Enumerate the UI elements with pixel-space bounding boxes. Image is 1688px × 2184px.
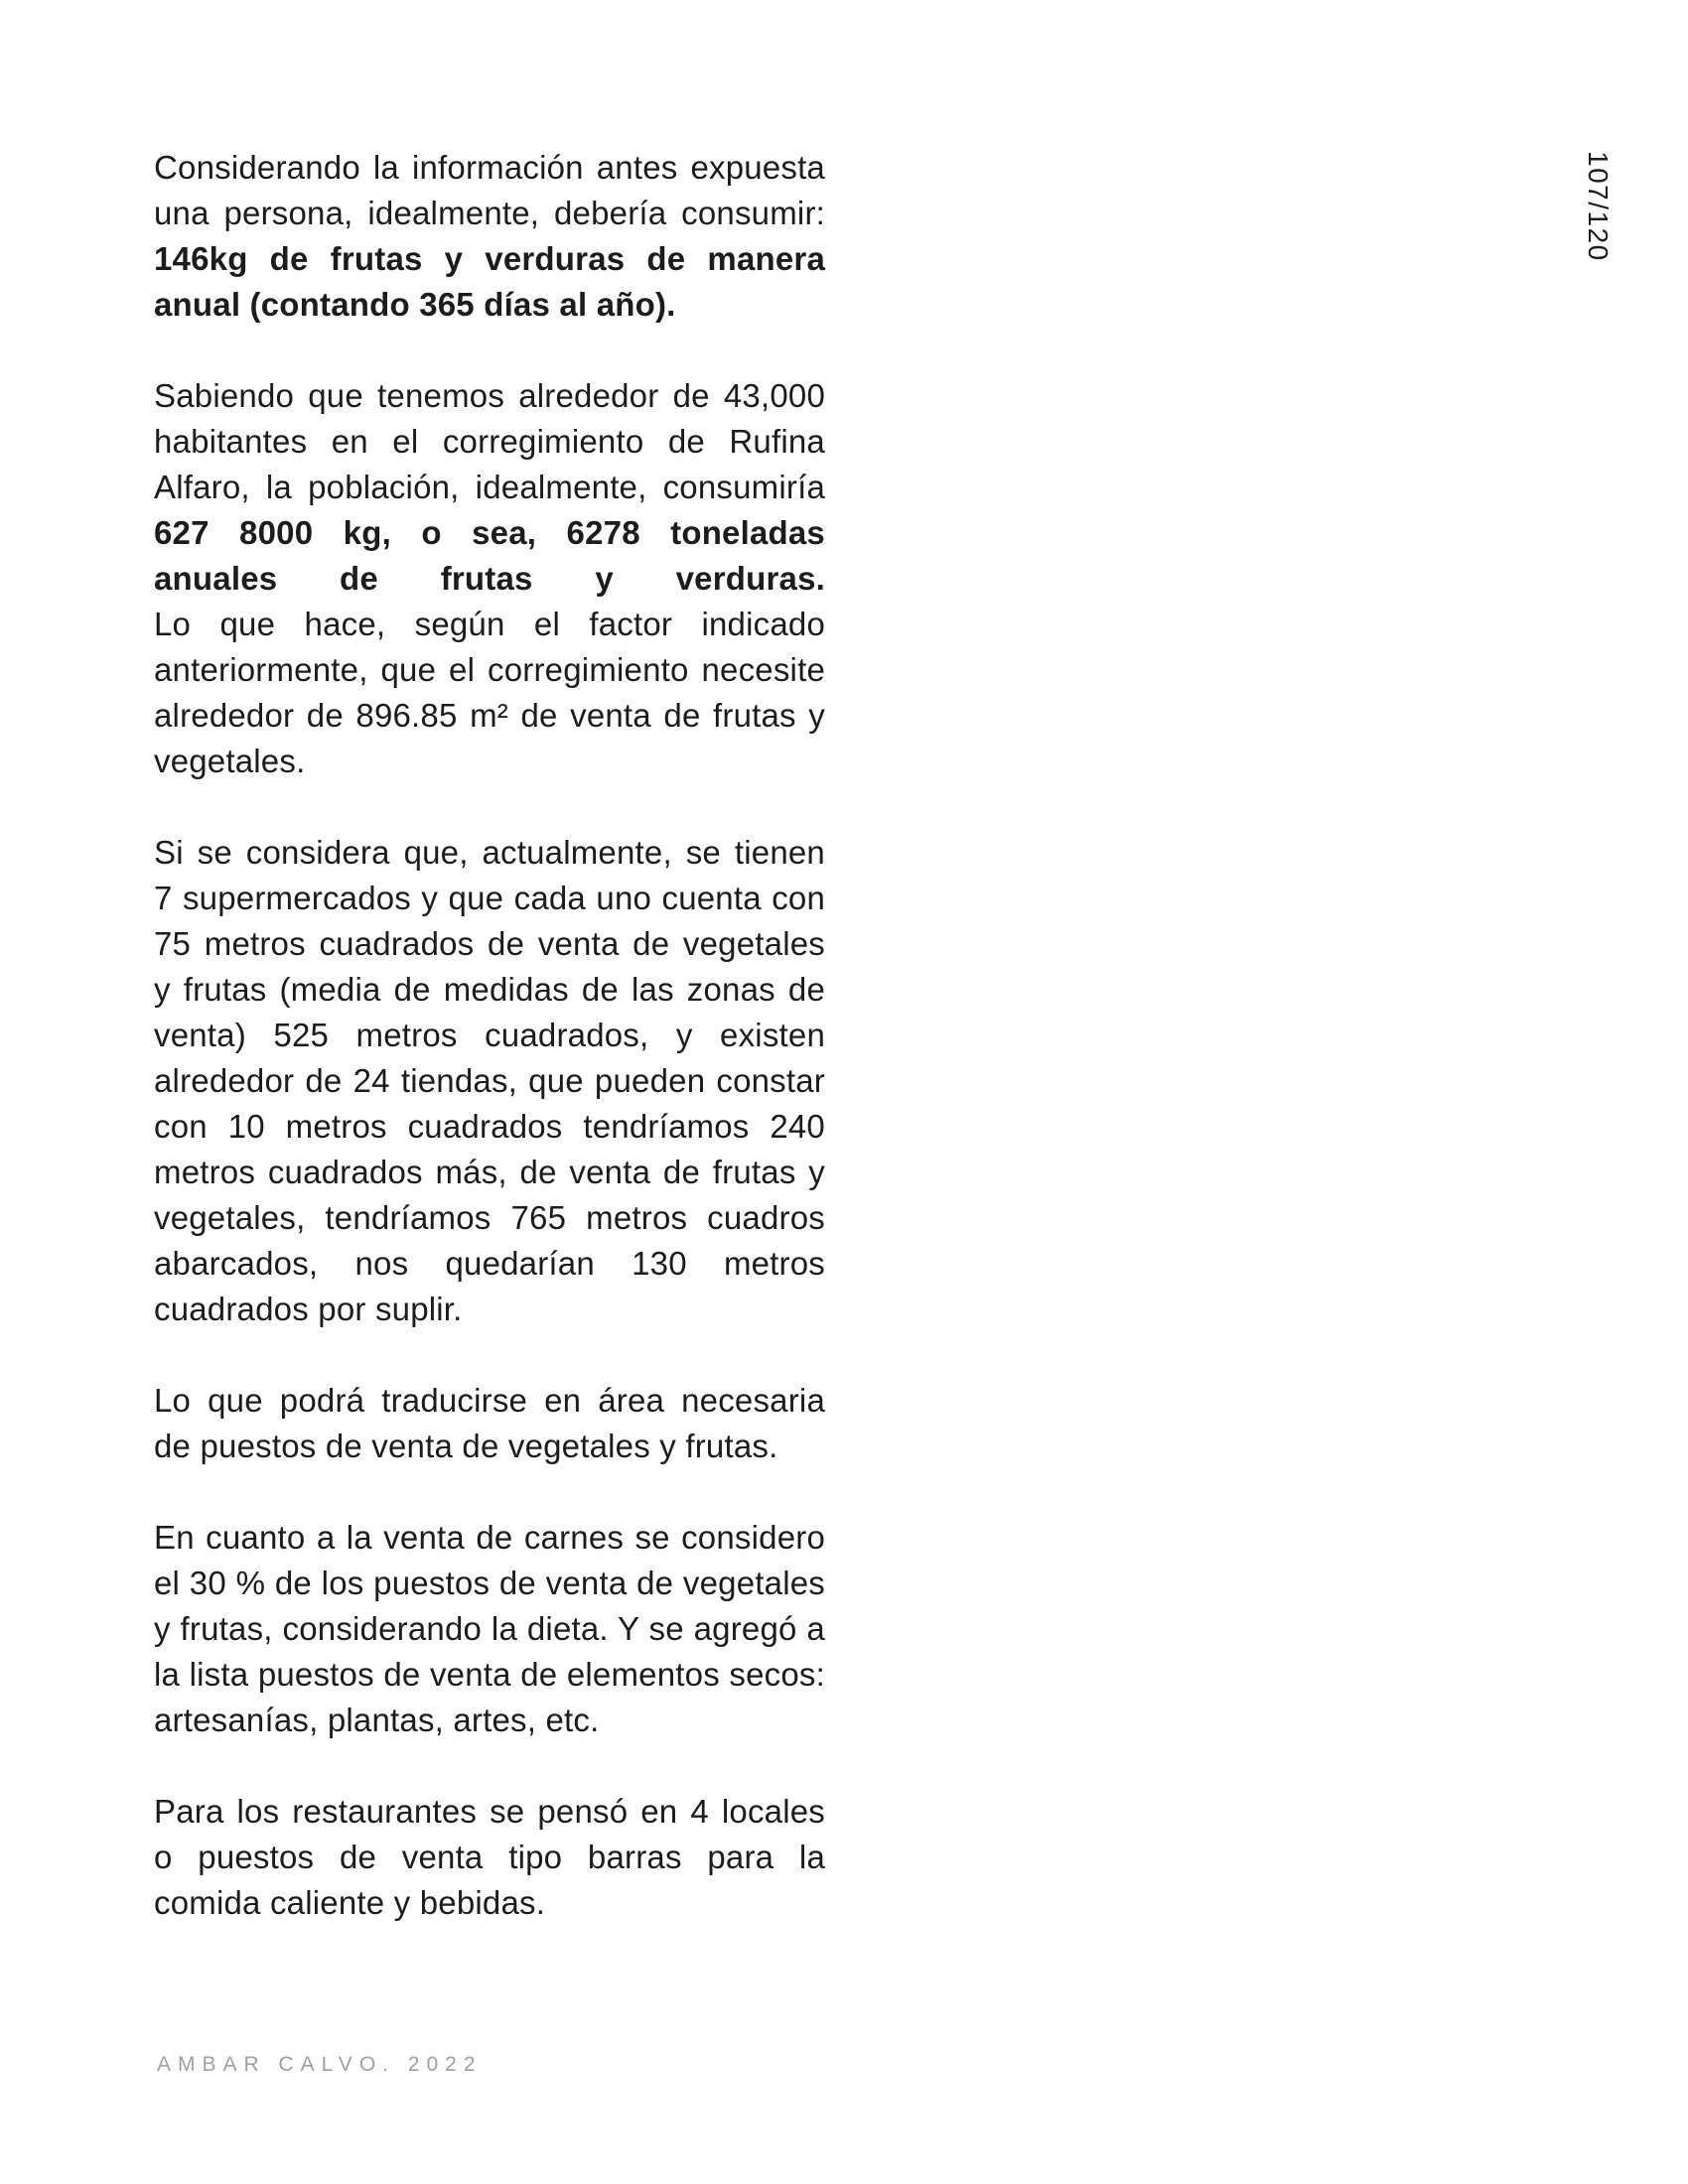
paragraph-restaurants bbox=[154, 1789, 825, 1926]
text-run: Si se considera que, actualmente, se tienen 7 supermercados y que cada uno cuenta con 75 metros cuadrados de venta de vegetales y frutas (media de medidas de las zonas de venta) 525 metros cuadrados, y existen alrededor de 24 tiendas, que pueden constar con 10 metros cuadrados tendríamos 240 metros cuadrados más, de venta de frutas y vegetales, tendríamos 765 metros cuadros abarcados, nos quedarían 130 metros cuadrados por suplir. bbox=[154, 834, 825, 1327]
bold-run-annual-intake: 146kg de frutas y verduras de manera anual (contando 365 días al año). bbox=[154, 240, 825, 323]
text-run: Lo que podrá traducirse en área necesaria de puestos de venta de vegetales y frutas. bbox=[154, 1382, 825, 1464]
text-run: Sabiendo que tenemos alrededor de 43,000 habitantes en el corregimiento de Rufina Alfaro, la población, idealmente, consumiría bbox=[154, 377, 825, 505]
paragraph-stalls-area-translation bbox=[154, 1378, 825, 1469]
page-number: 107/120 bbox=[1583, 151, 1614, 262]
text-run: En cuanto a la venta de carnes se considero el 30 % de los puestos de venta de vegetales y frutas, considerando la dieta. Y se agregó a la lista puestos de venta de elementos secos: artesanías, plantas, artes, etc. bbox=[154, 1519, 825, 1738]
paragraph-supermarkets-calculation bbox=[154, 830, 825, 1332]
text-run: Lo que hace, según el factor indicado anteriormente, que el corregimiento necesite alrededor de 896.85 m² de venta de frutas y vegetales. bbox=[154, 606, 825, 779]
paragraph-area-requirement bbox=[154, 602, 825, 784]
document-body bbox=[154, 145, 825, 1972]
paragraph-population-consumption bbox=[154, 373, 825, 602]
paragraph-intake-recommendation bbox=[154, 145, 825, 328]
bold-run-total-tonnage: 627 8000 kg, o sea, 6278 toneladas anuales de frutas y verduras. bbox=[154, 514, 825, 597]
text-run: Para los restaurantes se pensó en 4 locales o puestos de venta tipo barras para la comida caliente y bebidas. bbox=[154, 1793, 825, 1921]
footer-author-credit: AMBAR CALVO. 2022 bbox=[157, 2053, 483, 2076]
text-run: Considerando la información antes expuesta una persona, idealmente, debería consumir: bbox=[154, 149, 825, 231]
paragraph-meat-and-dry-goods bbox=[154, 1515, 825, 1743]
